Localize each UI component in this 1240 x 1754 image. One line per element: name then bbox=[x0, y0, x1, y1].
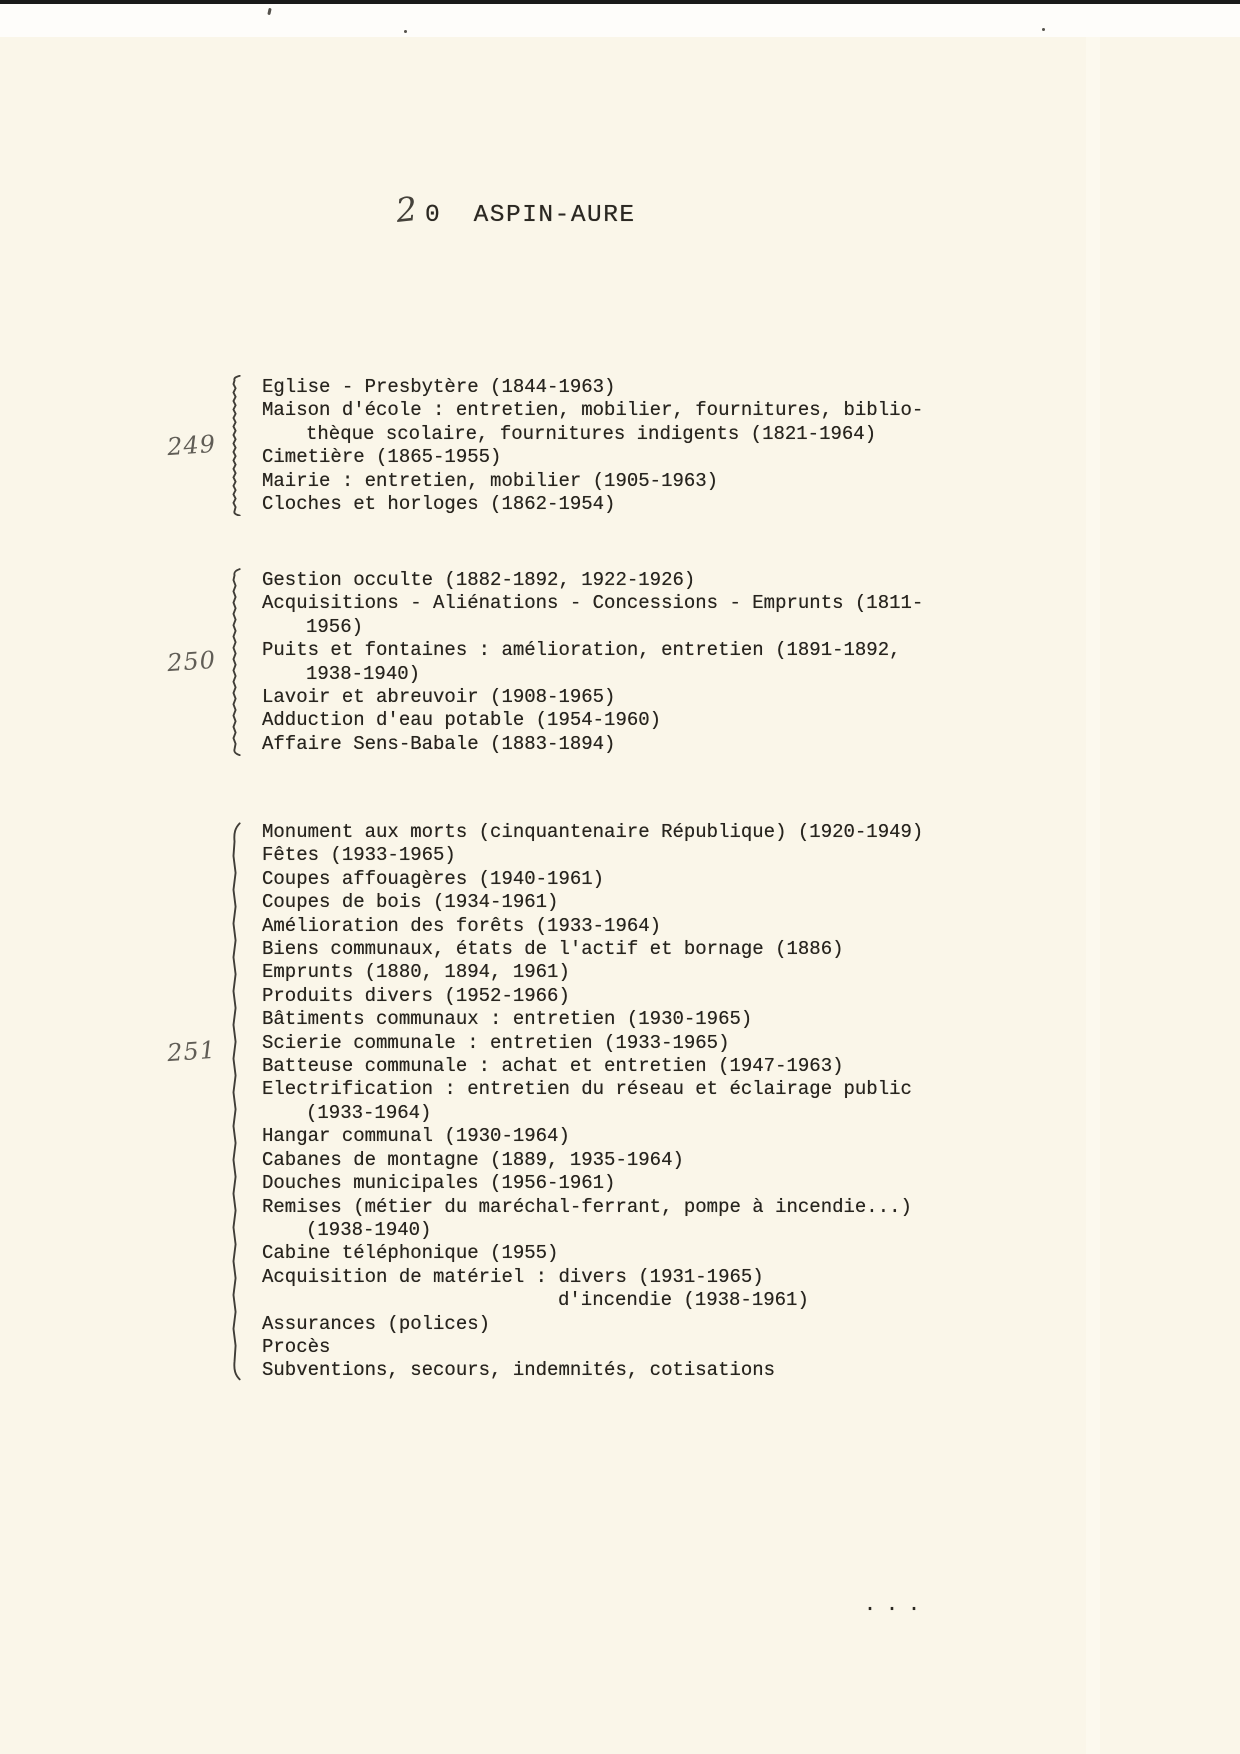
entry-line: Emprunts (1880, 1894, 1961) bbox=[262, 961, 570, 984]
page-title: 0 ASPIN-AURE bbox=[425, 202, 636, 229]
entry-line: Cloches et horloges (1862-1954) bbox=[262, 493, 616, 516]
entry-line: Fêtes (1933-1965) bbox=[262, 844, 456, 867]
brace-icon bbox=[228, 820, 242, 1383]
archive-group bbox=[150, 820, 923, 1383]
entry-line: Assurances (polices) bbox=[262, 1312, 491, 1335]
entry-line: Affaire Sens-Babale (1883-1894) bbox=[262, 732, 616, 755]
scan-speck bbox=[1042, 28, 1045, 31]
entry-line: Cabanes de montagne (1889, 1935-1964) bbox=[262, 1148, 684, 1171]
entry-line: Acquisition de matériel : divers (1931-1965) bbox=[262, 1265, 764, 1288]
brace-icon bbox=[228, 568, 242, 756]
cote-number: 250 bbox=[166, 645, 217, 678]
handwritten-page-digit: 2 bbox=[394, 189, 419, 230]
entry-line: Coupes de bois (1934-1961) bbox=[262, 891, 559, 914]
entry-line: 1956) bbox=[306, 615, 364, 638]
group-entries bbox=[262, 568, 923, 756]
scan-right-edge bbox=[1086, 37, 1100, 1754]
entry-line: (1938-1940) bbox=[306, 1218, 432, 1241]
scan-margin-strip bbox=[0, 4, 1240, 37]
entry-line: Lavoir et abreuvoir (1908-1965) bbox=[262, 686, 616, 709]
entry-line: Acquisitions - Aliénations - Concessions - Emprunts (1811- bbox=[262, 592, 924, 615]
entry-line: Adduction d'eau potable (1954-1960) bbox=[262, 709, 662, 732]
entry-line: Remises (métier du maréchal-ferrant, pompe à incendie...) bbox=[262, 1195, 912, 1218]
entry-line: Amélioration des forêts (1933-1964) bbox=[262, 914, 662, 937]
entry-line: (1933-1964) bbox=[306, 1101, 432, 1124]
entry-line: Coupes affouagères (1940-1961) bbox=[262, 867, 605, 890]
entry-line: Subventions, secours, indemnités, cotisations bbox=[262, 1359, 776, 1382]
entry-line: Electrification : entretien du réseau et éclairage public bbox=[262, 1078, 912, 1101]
entry-line: Cabine téléphonique (1955) bbox=[262, 1242, 559, 1265]
entry-line: Batteuse communale : achat et entretien (1947-1963) bbox=[262, 1055, 844, 1078]
entry-line: Maison d'école : entretien, mobilier, fournitures, biblio- bbox=[262, 399, 924, 422]
group-entries bbox=[262, 375, 923, 516]
archive-group bbox=[150, 375, 923, 516]
entry-line: Hangar communal (1930-1964) bbox=[262, 1125, 570, 1148]
entry-line: Eglise - Presbytère (1844-1963) bbox=[262, 376, 616, 398]
entry-line: Douches municipales (1956-1961) bbox=[262, 1172, 616, 1195]
entry-line: Gestion occulte (1882-1892, 1922-1926) bbox=[262, 569, 696, 591]
archive-group bbox=[150, 568, 923, 756]
group-entries bbox=[262, 820, 923, 1383]
entry-line: Mairie : entretien, mobilier (1905-1963) bbox=[262, 469, 719, 492]
entry-line: 1938-1940) bbox=[306, 662, 421, 685]
entry-line: Procès bbox=[262, 1335, 331, 1358]
trailing-dots: ... bbox=[864, 1594, 931, 1617]
entry-line: thèque scolaire, fournitures indigents (1821-1964) bbox=[306, 422, 877, 445]
brace-icon bbox=[228, 375, 242, 516]
entry-line: Scierie communale : entretien (1933-1965) bbox=[262, 1031, 730, 1054]
entry-line: Bâtiments communaux : entretien (1930-1965) bbox=[262, 1008, 753, 1031]
cote-number: 249 bbox=[166, 429, 217, 461]
entry-line: Cimetière (1865-1955) bbox=[262, 446, 502, 469]
entry-line: d'incendie (1938-1961) bbox=[558, 1289, 809, 1312]
entry-line: Biens communaux, états de l'actif et bornage (1886) bbox=[262, 938, 844, 961]
entry-line: Monument aux morts (cinquantenaire République) (1920-1949) bbox=[262, 821, 924, 843]
cote-number: 251 bbox=[166, 1035, 217, 1068]
scan-speck bbox=[404, 30, 407, 33]
document-title bbox=[396, 190, 636, 229]
entry-line: Produits divers (1952-1966) bbox=[262, 984, 570, 1007]
entry-line: Puits et fontaines : amélioration, entretien (1891-1892, bbox=[262, 639, 901, 662]
